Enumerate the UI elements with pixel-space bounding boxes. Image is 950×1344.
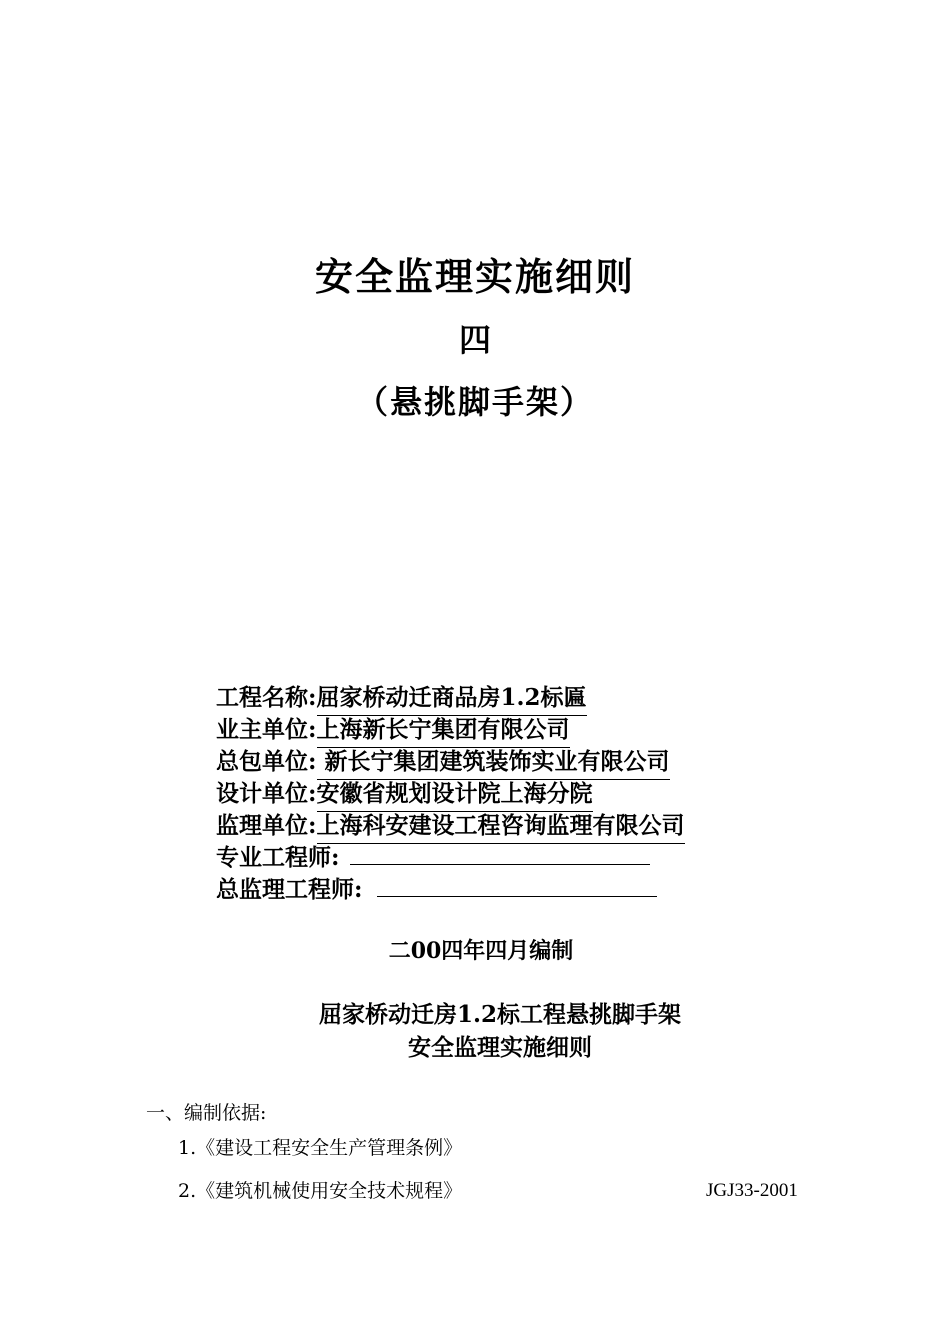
engineer-label: 专业工程师: bbox=[216, 844, 340, 871]
project-name-label: 工程名称: bbox=[216, 684, 317, 711]
design-row bbox=[216, 778, 685, 810]
cover-number: 四 bbox=[458, 321, 491, 359]
design-label: 设计单位: bbox=[216, 780, 317, 807]
general-contractor-value: 新长宁集团建筑装饰实业有限公司 bbox=[317, 746, 670, 780]
general-contractor-row bbox=[216, 746, 685, 778]
project-info-block bbox=[216, 682, 685, 906]
owner-row bbox=[216, 714, 685, 746]
reference-item-1: 1.《建设工程安全生产管理条例》 bbox=[178, 1137, 463, 1159]
reference-code-2: JGJ33-2001 bbox=[706, 1180, 798, 1201]
project-name-value: 屈家桥动迁商品房1.2标匾 bbox=[317, 682, 587, 716]
owner-value: 上海新长宁集团有限公司 bbox=[317, 714, 570, 748]
chief-engineer-signature-line bbox=[377, 874, 657, 897]
document-heading-line1: 屈家桥动迁房1.2标工程悬挑脚手架 bbox=[318, 1001, 681, 1028]
chief-engineer-label: 总监理工程师: bbox=[216, 876, 363, 903]
supervision-label: 监理单位: bbox=[216, 812, 317, 839]
section-basis-title: 一、编制依据: bbox=[146, 1102, 267, 1124]
engineer-signature-line bbox=[350, 842, 650, 865]
document-heading bbox=[0, 998, 950, 1064]
design-value: 安徽省规划设计院上海分院 bbox=[317, 778, 593, 812]
compile-date: 二00四年四月编制 bbox=[388, 938, 574, 964]
chief-engineer-row bbox=[216, 874, 685, 906]
cover-subtitle: （悬挑脚手架） bbox=[355, 383, 594, 421]
cover-title: 安全监理实施细则 bbox=[314, 254, 635, 299]
owner-label: 业主单位: bbox=[216, 716, 317, 743]
general-contractor-label: 总包单位: bbox=[216, 748, 317, 775]
supervision-value: 上海科安建设工程咨询监理有限公司 bbox=[317, 810, 685, 844]
supervision-row bbox=[216, 810, 685, 842]
document-heading-line2: 安全监理实施细则 bbox=[408, 1034, 592, 1061]
engineer-row bbox=[216, 842, 685, 874]
reference-item-2: 2.《建筑机械使用安全技术规程》 bbox=[178, 1180, 463, 1202]
project-name-row bbox=[216, 682, 685, 714]
